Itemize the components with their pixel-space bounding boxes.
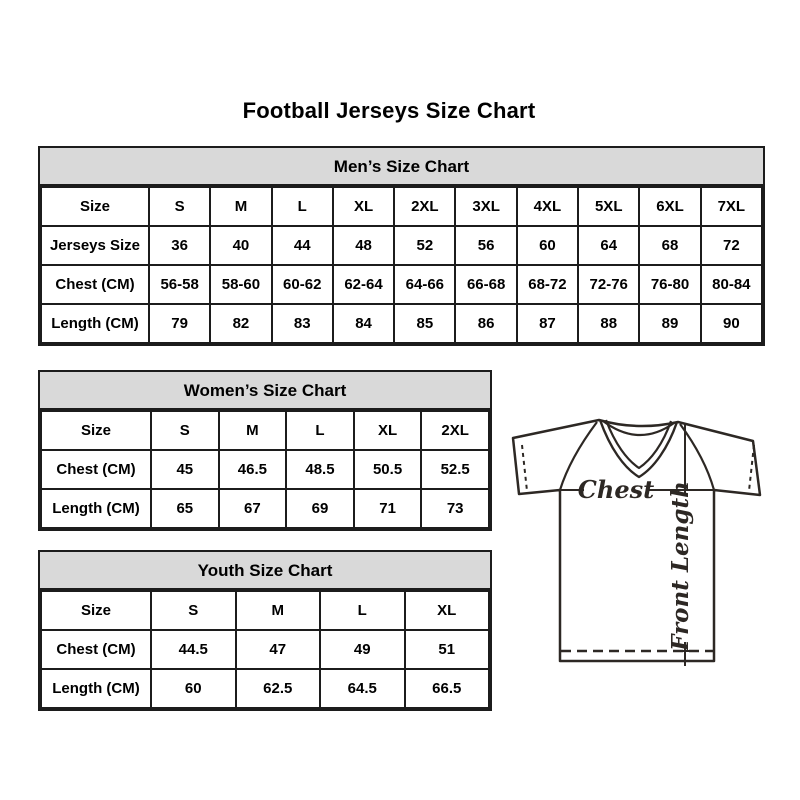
value-cell: S xyxy=(149,187,210,226)
value-cell: L xyxy=(286,411,354,450)
jersey-measurement-diagram xyxy=(500,402,776,672)
row-label-cell: Size xyxy=(41,591,151,630)
value-cell: 67 xyxy=(219,489,287,528)
value-cell: 83 xyxy=(272,304,333,343)
value-cell: 72 xyxy=(701,226,762,265)
value-cell: 44 xyxy=(272,226,333,265)
value-cell: 87 xyxy=(517,304,578,343)
table-row xyxy=(41,489,489,528)
value-cell: 36 xyxy=(149,226,210,265)
page-title: Football Jerseys Size Chart xyxy=(242,98,536,123)
youth-table-grid xyxy=(40,590,490,709)
value-cell: 56 xyxy=(455,226,516,265)
value-cell: M xyxy=(219,411,287,450)
value-cell: 79 xyxy=(149,304,210,343)
row-label-cell: Length (CM) xyxy=(41,304,149,343)
value-cell: 85 xyxy=(394,304,455,343)
row-label-cell: Chest (CM) xyxy=(41,630,151,669)
value-cell: 2XL xyxy=(394,187,455,226)
value-cell: S xyxy=(151,591,236,630)
value-cell: XL xyxy=(405,591,490,630)
table-row xyxy=(41,450,489,489)
value-cell: 6XL xyxy=(639,187,700,226)
value-cell: 47 xyxy=(236,630,321,669)
value-cell: 66.5 xyxy=(405,669,490,708)
youth-size-table xyxy=(38,550,492,711)
value-cell: 40 xyxy=(210,226,271,265)
value-cell: 73 xyxy=(421,489,489,528)
value-cell: S xyxy=(151,411,219,450)
value-cell: 64 xyxy=(578,226,639,265)
value-cell: 65 xyxy=(151,489,219,528)
value-cell: 84 xyxy=(333,304,394,343)
value-cell: 62-64 xyxy=(333,265,394,304)
value-cell: 86 xyxy=(455,304,516,343)
value-cell: 88 xyxy=(578,304,639,343)
front-length-label: Front Length xyxy=(667,481,694,651)
value-cell: 3XL xyxy=(455,187,516,226)
row-label-cell: Jerseys Size xyxy=(41,226,149,265)
row-label-cell: Size xyxy=(41,187,149,226)
value-cell: 60 xyxy=(517,226,578,265)
value-cell: 45 xyxy=(151,450,219,489)
value-cell: 89 xyxy=(639,304,700,343)
chest-label: Chest xyxy=(577,475,655,504)
value-cell: 5XL xyxy=(578,187,639,226)
value-cell: 48 xyxy=(333,226,394,265)
value-cell: 48.5 xyxy=(286,450,354,489)
row-label-cell: Length (CM) xyxy=(41,669,151,708)
value-cell: 62.5 xyxy=(236,669,321,708)
value-cell: 4XL xyxy=(517,187,578,226)
table-row xyxy=(41,226,762,265)
value-cell: 50.5 xyxy=(354,450,422,489)
value-cell: 71 xyxy=(354,489,422,528)
value-cell: 52 xyxy=(394,226,455,265)
womens-size-table xyxy=(38,370,492,531)
value-cell: 60-62 xyxy=(272,265,333,304)
value-cell: M xyxy=(210,187,271,226)
value-cell: 52.5 xyxy=(421,450,489,489)
value-cell: 80-84 xyxy=(701,265,762,304)
value-cell: L xyxy=(272,187,333,226)
value-cell: 76-80 xyxy=(639,265,700,304)
value-cell: 49 xyxy=(320,630,405,669)
mens-table-grid xyxy=(40,186,763,344)
row-label-cell: Chest (CM) xyxy=(41,450,151,489)
womens-table-grid xyxy=(40,410,490,529)
table-row xyxy=(41,591,489,630)
mens-table-title: Men’s Size Chart xyxy=(40,148,763,186)
mens-size-table xyxy=(38,146,765,346)
left-cuff-dashed-line xyxy=(522,445,527,491)
value-cell: 56-58 xyxy=(149,265,210,304)
value-cell: 7XL xyxy=(701,187,762,226)
value-cell: 69 xyxy=(286,489,354,528)
table-row xyxy=(41,265,762,304)
value-cell: 44.5 xyxy=(151,630,236,669)
value-cell: 68 xyxy=(639,226,700,265)
table-row xyxy=(41,187,762,226)
jersey-outline xyxy=(513,420,760,661)
row-label-cell: Length (CM) xyxy=(41,489,151,528)
value-cell: 90 xyxy=(701,304,762,343)
value-cell: M xyxy=(236,591,321,630)
value-cell: L xyxy=(320,591,405,630)
value-cell: 72-76 xyxy=(578,265,639,304)
table-row xyxy=(41,411,489,450)
value-cell: 64-66 xyxy=(394,265,455,304)
row-label-cell: Size xyxy=(41,411,151,450)
womens-table-title: Women’s Size Chart xyxy=(40,372,490,410)
jersey-illustration xyxy=(500,402,776,672)
row-label-cell: Chest (CM) xyxy=(41,265,149,304)
table-row xyxy=(41,630,489,669)
value-cell: 60 xyxy=(151,669,236,708)
value-cell: 58-60 xyxy=(210,265,271,304)
value-cell: 64.5 xyxy=(320,669,405,708)
value-cell: XL xyxy=(354,411,422,450)
value-cell: 2XL xyxy=(421,411,489,450)
value-cell: 68-72 xyxy=(517,265,578,304)
value-cell: 66-68 xyxy=(455,265,516,304)
value-cell: 46.5 xyxy=(219,450,287,489)
table-row xyxy=(41,669,489,708)
value-cell: XL xyxy=(333,187,394,226)
value-cell: 82 xyxy=(210,304,271,343)
table-row xyxy=(41,304,762,343)
value-cell: 51 xyxy=(405,630,490,669)
youth-table-title: Youth Size Chart xyxy=(40,552,490,590)
